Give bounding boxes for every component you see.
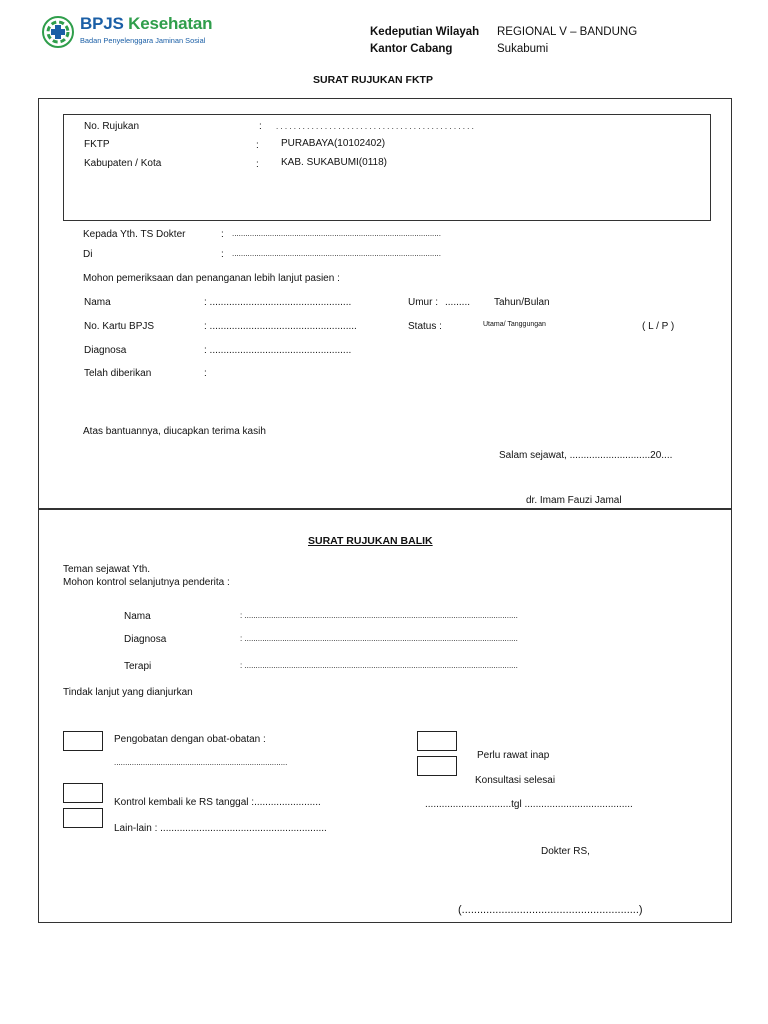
balik-nama-label: Nama [124, 611, 151, 622]
opt-kontrol-label: Kontrol kembali ke RS tanggal :........................ [114, 797, 321, 808]
nama-value: : ................................................... [204, 297, 352, 308]
opt-obat-dots: .............................................................................. [114, 758, 288, 767]
fktp-colon: : [256, 140, 259, 151]
bpjs-emblem-icon [42, 16, 74, 48]
di-value: .............................................................................................. [232, 249, 441, 258]
brand-name: BPJS Kesehatan [80, 14, 213, 33]
salam-text: Salam sejawat, .............................20.... [499, 450, 673, 461]
status-label: Status : [408, 321, 442, 332]
bpjs-logo [42, 14, 232, 50]
umur-value: ......... [445, 297, 471, 308]
umur-label: Umur : [408, 297, 438, 308]
status-value: Utama/ Tanggungan [483, 321, 546, 328]
checkbox-rawat-inap[interactable] [417, 731, 457, 751]
kab-value: KAB. SUKABUMI(0118) [281, 157, 387, 168]
kedeputian-label: Kedeputian Wilayah [370, 26, 480, 38]
mohon-text: Mohon pemeriksaan dan penanganan lebih lanjut pasien : [83, 273, 340, 284]
balik-diagnosa-label: Diagnosa [124, 634, 167, 645]
telah-label: Telah diberikan [84, 368, 152, 379]
fktp-label: FKTP [84, 139, 110, 150]
kepada-label: Kepada Yth. TS Dokter [83, 229, 186, 240]
telah-value: : [204, 368, 207, 379]
mohon-kontrol-text: Mohon kontrol selanjutnya penderita : [63, 577, 230, 588]
tindak-text: Tindak lanjut yang dianjurkan [63, 687, 193, 698]
diagnosa-label: Diagnosa [84, 345, 127, 356]
no-rujukan-colon: : [259, 121, 262, 132]
balik-nama-value: : ........................................................................................................................... [240, 611, 518, 620]
balik-terapi-value: : ........................................................................................................................... [240, 661, 518, 670]
kantor-value: Sukabumi [497, 43, 549, 55]
kantor-label: Kantor Cabang [370, 43, 453, 55]
doctor-name: dr. Imam Fauzi Jamal [526, 495, 622, 506]
no-rujukan-label: No. Rujukan [84, 121, 140, 132]
kepada-colon: : [221, 229, 224, 240]
teman-text: Teman sejawat Yth. [63, 564, 151, 575]
opt-rawat-label: Perlu rawat inap [477, 750, 550, 761]
gender-value: ( L / P ) [642, 321, 675, 332]
no-rujukan-value: . . . . . . . . . . . . . . . . . . . . . . . . . . . . . . . . . . . . . . . . . . . . . [276, 122, 474, 131]
rujukan-title: SURAT RUJUKAN FKTP [313, 74, 433, 86]
kartu-value: : ..................................................... [204, 321, 357, 332]
balik-title: SURAT RUJUKAN BALIK [308, 535, 433, 547]
balik-terapi-label: Terapi [124, 661, 152, 672]
opt-obat-label: Pengobatan dengan obat-obatan : [114, 734, 266, 745]
checkbox-obat[interactable] [63, 731, 103, 751]
kepada-value: .............................................................................................. [232, 229, 441, 238]
di-colon: : [221, 249, 224, 260]
nama-label: Nama [84, 297, 111, 308]
kab-label: Kabupaten / Kota [84, 158, 162, 169]
fktp-value: PURABAYA(10102402) [281, 138, 386, 149]
checkbox-lain[interactable] [63, 808, 103, 828]
dokter-rs-label: Dokter RS, [541, 846, 590, 857]
di-label: Di [83, 249, 93, 260]
opt-lain-label: Lain-lain : ............................................................ [114, 823, 327, 834]
opt-konsul-label: Konsultasi selesai [475, 775, 556, 786]
signature-line: (..........................................................) [458, 904, 643, 916]
checkbox-konsultasi[interactable] [417, 756, 457, 776]
balik-diagnosa-value: : ........................................................................................................................... [240, 634, 518, 643]
kedeputian-value: REGIONAL V – BANDUNG [497, 26, 638, 38]
kartu-label: No. Kartu BPJS [84, 321, 155, 332]
brand-tagline: Badan Penyelenggara Jaminan Sosial [80, 36, 206, 45]
kab-colon: : [256, 159, 259, 170]
umur-unit: Tahun/Bulan [494, 297, 550, 308]
terima-kasih-text: Atas bantuannya, diucapkan terima kasih [83, 426, 266, 437]
checkbox-kontrol[interactable] [63, 783, 103, 803]
diagnosa-value: : ................................................... [204, 345, 352, 356]
tgl-line: ...............................tgl ....................................... [425, 799, 633, 810]
